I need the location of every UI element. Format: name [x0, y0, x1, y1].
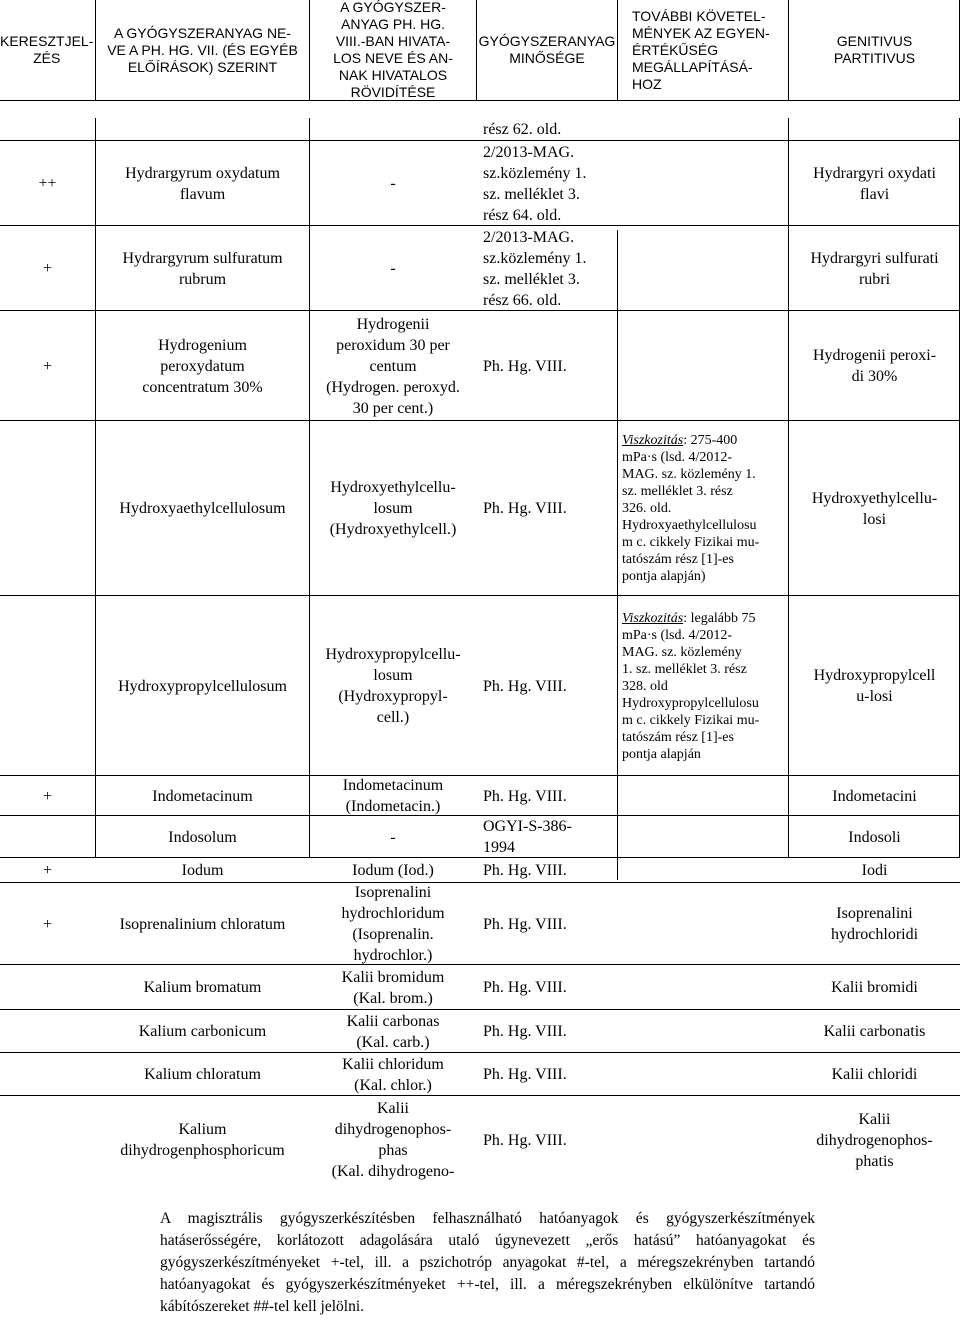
table-row [0, 595, 960, 776]
header-name-ph-hg-viii: A GYÓGYSZER- ANYAG PH. HG. VIII.-BAN HIVATA- LOS NEVE ÉS AN- NAK HIVATALOS RÖVIDÍTÉSE [333, 0, 453, 100]
table-row [0, 857, 960, 883]
genitivus-cell: Indometacini [832, 787, 917, 805]
genitivus-cell: Kalii chloridi [831, 1066, 918, 1083]
requirements-cell [618, 858, 796, 883]
genitivus-cell: Kalii bromidi [831, 979, 918, 996]
cross-marking-cell [0, 1053, 95, 1096]
quality-cell: 2/2013-MAG. sz.közlemény 1. sz. melléklet 3. rész 66. old. [483, 228, 587, 309]
footer-note: A magisztrális gyógyszerkészítésben felhasználható hatóanyagok és gyógyszerkészítmények hatáserősségére, korlátozott adagolására utaló úgynevezett „erős hatású” hatóanyagokat és gyógyszerkészítményeket +-tel, ill. a pszichotróp anyagokat #-tel, a méregszekrényben tartandó hatóanyagokat és gyógyszerkészítményeket ++-tel, ill. a méregszekrényben elkülönítve tartandó kábítószereket ##-tel kell jelölni. [160, 1210, 815, 1315]
official-name-cell: Hydroxyethylcellu- losum (Hydroxyethylcell.) [329, 479, 457, 538]
official-name-cell: Hydrogenii peroxidum 30 per centum (Hydrogen. peroxyd. 30 per cent.) [326, 315, 460, 417]
requirements-cell [618, 1096, 796, 1184]
genitivus-cell [789, 118, 960, 140]
table-row [0, 964, 960, 1010]
cross-marking-cell [0, 596, 95, 776]
table-row [0, 118, 960, 140]
table-row [0, 1095, 960, 1184]
table-header [0, 0, 960, 100]
requirements-cell [618, 776, 796, 816]
quality-cell: Ph. Hg. VIII. [483, 1023, 567, 1040]
quality-cell: rész 62. old. [483, 120, 562, 138]
official-name-cell: Kalii chloridum (Kal. chlor.) [342, 1055, 444, 1094]
table-row [0, 225, 960, 311]
genitivus-cell: Hydrargyri sulfurati rubri [810, 249, 939, 288]
quality-cell: Ph. Hg. VIII. [483, 915, 567, 933]
quality-cell: Ph. Hg. VIII. [483, 862, 567, 879]
quality-cell: Ph. Hg. VIII. [483, 979, 567, 996]
requirements-cell [618, 883, 796, 965]
requirements-cell [618, 1053, 796, 1096]
table-row [0, 1052, 960, 1096]
requirements-cell [618, 141, 796, 226]
genitivus-cell: Iodi [861, 862, 888, 879]
table-row [0, 815, 960, 858]
drug-name-cell: Hydrogenium peroxydatum concentratum 30% [142, 336, 263, 396]
table-row [0, 775, 960, 816]
official-name-cell: - [390, 175, 396, 192]
requirements-cell [618, 311, 796, 421]
official-name-cell: - [390, 828, 396, 846]
viscosity-label: Viszkozitás [622, 433, 684, 448]
official-name-cell: Isoprenalini hydrochloridum (Isoprenalin. hydrochlor.) [341, 884, 445, 964]
quality-cell: Ph. Hg. VIII. [483, 1131, 567, 1149]
quality-cell: Ph. Hg. VIII. [483, 1066, 567, 1083]
drug-name-cell: Kalium dihydrogenphosphoricum [120, 1121, 285, 1159]
cross-marking-cell: + [42, 862, 53, 879]
header-requirements: TOVÁBBI KÖVETEL- MÉNYEK AZ EGYEN- ÉRTÉKŰSÉG MEGÁLLAPÍTÁSÁ- HOZ [632, 7, 770, 92]
cross-marking-cell [0, 1096, 95, 1184]
requirements-cell [618, 226, 796, 311]
cross-marking-cell [0, 965, 95, 1010]
genitivus-cell: Hydroxyethylcellu- losi [811, 489, 938, 528]
cross-marking-cell: ++ [38, 175, 57, 192]
table-row [0, 420, 960, 596]
quality-cell: Ph. Hg. VIII. [483, 357, 567, 375]
official-name-cell: Indometacinum (Indometacin.) [342, 777, 444, 815]
cross-marking-cell: + [42, 260, 53, 277]
cross-marking-cell: + [42, 915, 53, 933]
genitivus-cell: Hydroxypropylcell u-losi [813, 667, 936, 705]
table-row [0, 882, 960, 965]
requirements-cell [618, 965, 796, 1010]
header-name-ph-hg-vii: A GYÓGYSZERANYAG NE- VE A PH. HG. VII. (ÉS EGYÉB ELŐÍRÁSOK) SZERINT [107, 24, 298, 75]
cross-marking-cell [0, 118, 95, 140]
requirements-cell [618, 596, 796, 776]
genitivus-cell: Hydrogenii peroxi- di 30% [812, 347, 937, 385]
drug-name-cell: Kalium chloratum [144, 1066, 261, 1083]
official-name-cell: Iodum (Iod.) [352, 862, 434, 879]
drug-name-cell: Hydrargyrum oxydatum flavum [125, 164, 280, 203]
header-genitivus: GENITIVUS PARTITIVUS [833, 33, 916, 66]
requirements-cell [618, 118, 796, 140]
official-name-cell [310, 118, 476, 140]
viscosity-text: : 275-400 mPa·s (lsd. 4/2012- MAG. sz. közlemény 1. sz. melléklet 3. rész 326. old. Hydroxyaethylcellulosu m c. cikkely Fizikai mu- tatószám rész [1]-es pontja alapján) [622, 433, 760, 584]
cross-marking-cell [0, 1010, 95, 1053]
cross-marking-cell: + [42, 787, 53, 805]
drug-name-cell: Hydrargyrum sulfuratum rubrum [122, 249, 283, 288]
viscosity-label: Viszkozitás [622, 610, 684, 626]
drug-name-cell: Kalium carbonicum [138, 1023, 267, 1040]
genitivus-cell: Indosoli [848, 828, 901, 846]
genitivus-cell: Isoprenalini hydrochloridi [830, 905, 919, 943]
table-row [0, 140, 960, 226]
cross-marking-cell [0, 816, 95, 858]
quality-cell: Ph. Hg. VIII. [483, 677, 567, 695]
drug-name-cell: Indosolum [168, 828, 237, 846]
table-row [0, 310, 960, 421]
requirements-cell [618, 1010, 796, 1053]
drug-name-cell: Kalium bromatum [143, 979, 262, 996]
table-row [0, 1009, 960, 1053]
genitivus-cell: Kalii dihydrogenophos- phatis [816, 1110, 933, 1170]
drug-name-cell: Hydroxypropylcellulosum [118, 677, 287, 695]
quality-cell: OGYI-S-386- 1994 [483, 818, 572, 856]
official-name-cell: Kalii dihydrogenophos- phas (Kal. dihydrogeno- [331, 1100, 455, 1180]
official-name-cell: Kalii bromidum (Kal. brom.) [341, 968, 445, 1007]
quality-cell: Ph. Hg. VIII. [483, 787, 567, 805]
cross-marking-cell [0, 421, 95, 596]
drug-name-cell: Hydroxyaethylcellulosum [119, 500, 286, 517]
requirements-cell [618, 421, 796, 596]
quality-cell: 2/2013-MAG. sz.közlemény 1. sz. melléklet 3. rész 64. old. [483, 143, 587, 224]
genitivus-cell: Kalii carbonatis [823, 1023, 926, 1040]
drug-name-cell: Iodum [181, 862, 224, 879]
requirements-cell [618, 816, 796, 858]
drug-name-cell: Indometacinum [152, 787, 253, 805]
quality-cell: Ph. Hg. VIII. [483, 500, 567, 517]
drug-name-cell: Isoprenalinium chloratum [119, 915, 286, 933]
cross-marking-cell: + [42, 357, 53, 375]
official-name-cell: Kalii carbonas (Kal. carb.) [346, 1012, 440, 1051]
official-name-cell: - [390, 260, 396, 277]
header-quality: GYÓGYSZERANYAG MINŐSÉGE [478, 33, 616, 66]
header-cross-marking: KERESZTJEL- ZÉS [0, 33, 94, 66]
genitivus-cell: Hydrargyri oxydati flavi [813, 164, 936, 203]
viscosity-text: : legalább 75 mPa·s (lsd. 4/2012- MAG. sz. közlemény 1. sz. melléklet 3. rész 328. old Hydroxypropylcellulosu m c. cikkely Fizikai mu- tatószám rész [1]-es pontja alapján [622, 610, 760, 762]
official-name-cell: Hydroxypropylcellu- losum (Hydroxypropyl- cell.) [325, 646, 461, 726]
drug-name-cell [96, 118, 309, 140]
